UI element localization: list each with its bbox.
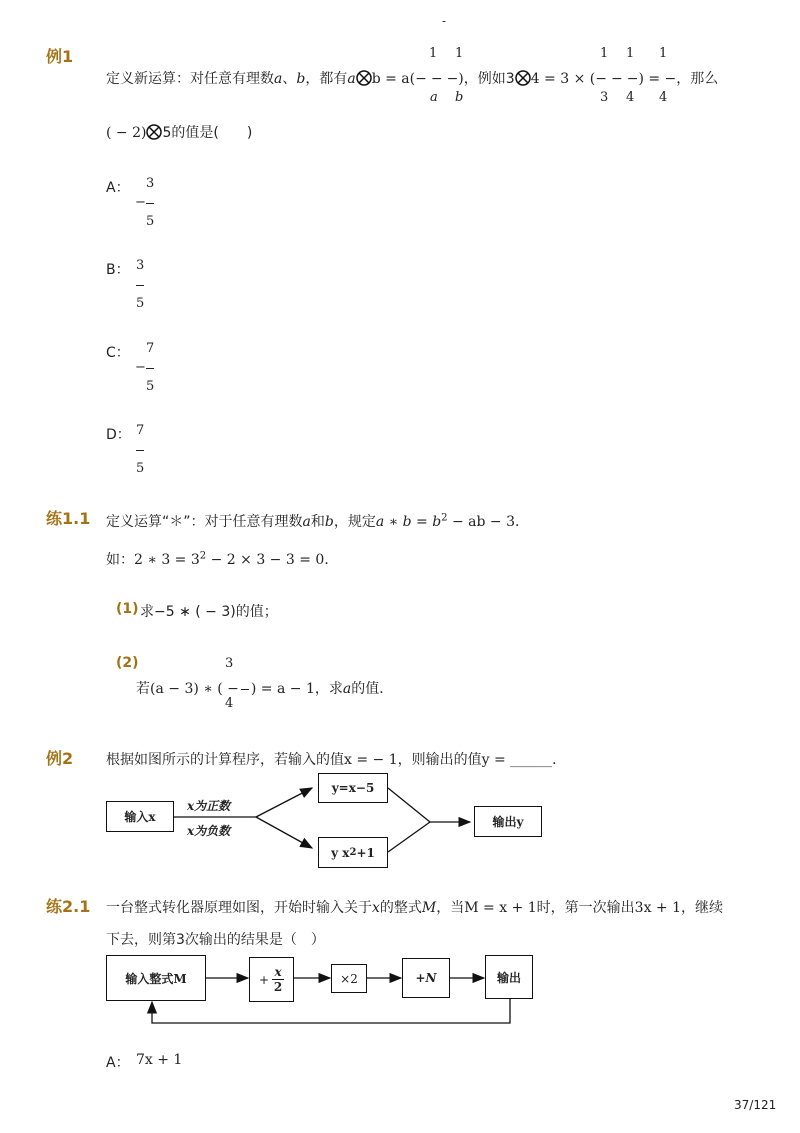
ex1-tail: ，那么: [676, 71, 719, 87]
frac-den-3: 3: [600, 90, 609, 105]
option-b-den: 5: [136, 296, 145, 311]
lower-box-a: y x: [331, 845, 350, 860]
option-c-sign: −: [135, 360, 146, 375]
add-half-x-box: [249, 957, 294, 1002]
times-two-box: ×2: [331, 964, 367, 993]
p11-line1-a: 定义运算“＊”：对于任意有理数: [106, 514, 303, 530]
example-close: ) =: [638, 71, 665, 87]
question-tail: 5的值是( ): [162, 125, 253, 141]
q2-frac-den: 4: [225, 696, 234, 711]
formula-rhs: b = a(: [371, 71, 416, 87]
p21-line1-d: 时，第一次输出: [536, 900, 635, 916]
step1-frac: [272, 965, 284, 994]
p21-line1: [106, 897, 723, 917]
option-a-num: 3: [146, 176, 155, 191]
ex2-eq-y: y = ______: [481, 752, 553, 768]
step1-num: x: [274, 965, 282, 979]
option-d-num: 7: [136, 423, 145, 438]
option-c-den: 5: [146, 379, 155, 394]
ex1-line1-prefix: 定义新运算：对任意有理数: [106, 71, 274, 87]
minus: −: [610, 71, 627, 87]
p21-line1-b: 的整式: [379, 900, 422, 916]
example-a: 如：2 ∗ 3 = 3: [106, 552, 200, 568]
ex2-text-a: 根据如图所示的计算程序，若输入的值: [106, 752, 344, 768]
q2-prefix: 若(a − 3) ∗ ( −: [136, 681, 239, 697]
and: 和: [310, 514, 325, 530]
period: ．: [515, 514, 530, 530]
option-a-label[interactable]: A：: [106, 180, 130, 196]
q2-frac-num: 3: [225, 656, 234, 671]
option-c-num: 7: [146, 341, 155, 356]
p11-line1-b: ，规定: [333, 514, 376, 530]
option-d-den: 5: [136, 461, 145, 476]
add-N-box: +N: [402, 958, 450, 998]
negative-label: x为负数: [187, 824, 231, 838]
var-b: b: [296, 71, 306, 87]
page-number: 37/121: [734, 1098, 777, 1112]
lower-box-b: +1: [356, 845, 375, 860]
example-sup: 2: [199, 550, 207, 562]
option-c-label[interactable]: C：: [106, 345, 130, 361]
period: ．: [324, 552, 339, 568]
minus: −: [430, 71, 447, 87]
cond: M = x + 1: [464, 900, 537, 916]
frac-num: 1: [659, 46, 668, 61]
input-M-box: 输入整式M: [106, 955, 206, 1001]
option-d-label[interactable]: D：: [106, 427, 131, 443]
formula-a: a: [347, 71, 356, 87]
step1-prefix: +: [258, 972, 270, 987]
q2-var: a: [342, 681, 352, 697]
top-mark: -: [442, 14, 447, 28]
ex2-text-c: ．: [552, 752, 567, 768]
var-M: M: [421, 900, 437, 916]
rule-sup: 2: [441, 512, 448, 524]
p21-line2: 下去，则第3次输出的结果是（ ）: [106, 932, 325, 948]
example-1-tag: 例1: [46, 47, 74, 66]
var-b: b: [324, 514, 334, 530]
q2-mid: ) = a − 1，求: [250, 681, 343, 697]
q1-text: 求−5 ∗ ( − 3)的值；: [140, 604, 278, 620]
example-2-tag: 例2: [46, 749, 74, 768]
example-mid: 4 = 3 × (: [530, 71, 596, 87]
frac-den-4: 4: [626, 90, 635, 105]
frac-num: 1: [600, 46, 609, 61]
practice-1-1-tag: 练1.1: [46, 509, 91, 528]
option-a-sign: −: [135, 195, 146, 210]
example-prefix: ，例如3: [463, 71, 515, 87]
ex1-line1-mid: ，都有: [305, 71, 348, 87]
output-box: 输出: [485, 955, 533, 999]
frac-bar-5: −: [664, 71, 677, 87]
q2-tag: (2): [116, 655, 139, 671]
ex2-eq-x: x = − 1: [344, 752, 398, 768]
p21-option-a-value: 7x + 1: [136, 1052, 183, 1068]
frac-num: 1: [455, 46, 464, 61]
var-a: a: [274, 71, 283, 87]
input-x-box: 输入x: [106, 801, 174, 832]
frac-num: 1: [626, 46, 635, 61]
lower-sup: 2: [349, 847, 357, 858]
practice-2-1-tag: 练2.1: [46, 897, 91, 916]
q2-tail: 的值．: [351, 681, 394, 697]
step1-den: 2: [273, 980, 283, 994]
var-x: x: [372, 900, 380, 916]
var-a: a: [302, 514, 311, 530]
formula-close: ): [458, 71, 464, 87]
upper-formula-box: y=x−5: [318, 773, 388, 803]
p21-line1-a: 一台整式转化器原理如图，开始时输入关于: [106, 900, 372, 916]
question-value: ( − 2): [106, 125, 147, 141]
option-b-label[interactable]: B：: [106, 262, 130, 278]
frac-bar-3: −: [595, 71, 611, 87]
rule-lhs: a ∗ b = b: [375, 514, 442, 530]
frac-num: 1: [429, 46, 438, 61]
p21-option-a-label[interactable]: A：: [106, 1055, 130, 1071]
positive-label: x为正数: [187, 799, 231, 813]
frac-den-4: 4: [659, 90, 668, 105]
p21-line1-c: ，当: [436, 900, 465, 916]
frac-bar-4: −: [626, 71, 639, 87]
frac-bar-1: −: [415, 71, 431, 87]
rule-rhs: − ab − 3: [447, 514, 516, 530]
frac-den-b: b: [455, 90, 464, 105]
ex2-text-b: ，则输出的值: [397, 752, 482, 768]
option-b-num: 3: [136, 258, 145, 273]
first-out: 3x + 1: [634, 900, 681, 916]
option-a-den: 5: [146, 214, 155, 229]
p21-line1-e: ，继续: [681, 900, 723, 916]
q1-tag: (1): [116, 601, 139, 617]
lower-formula-box: [318, 837, 388, 868]
example-b: − 2 × 3 − 3 = 0: [206, 552, 325, 568]
output-y-box: 输出y: [474, 806, 542, 837]
sep: 、: [282, 71, 297, 87]
frac-bar-2: −: [446, 71, 459, 87]
frac-den-a: a: [430, 90, 438, 105]
